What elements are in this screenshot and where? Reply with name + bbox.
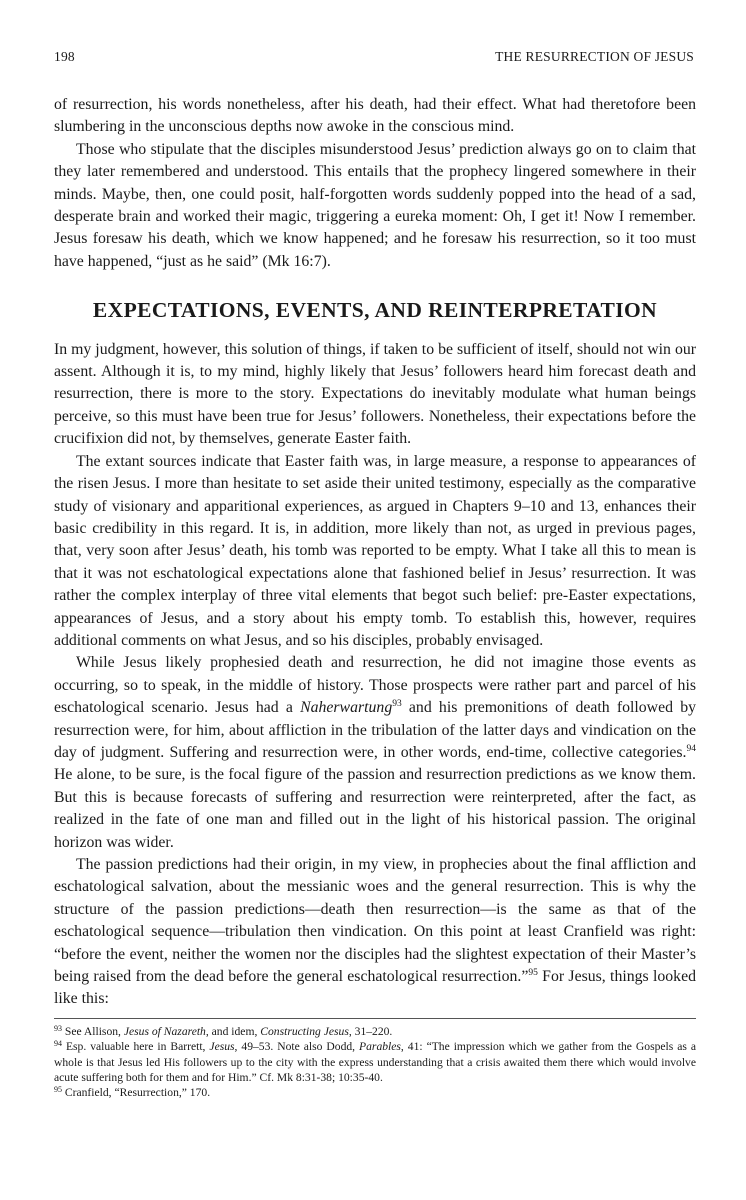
paragraph-6-text-a: The passion predictions had their origin, in my view, in prophecies about the final affliction and eschatological salvation, about the messianic woes and the general resurrection. This is why the structure of the passion predictions—death then resurrection—is the same as that of the eschatological sequence—tribulation then vindication. On this point at least Cranfield was right: “before the event, neither the women nor the disciples had the slightest expectation of their Master’s being raised from the dead before the general eschatological resurrection.”	[54, 856, 696, 986]
paragraph-6-text-b: For Jesus, things looked like this:	[54, 968, 696, 1008]
footnote-93	[54, 1024, 696, 1039]
running-head	[54, 49, 694, 65]
footnote-number: 94	[54, 1039, 62, 1049]
paragraph-5-text-c: and his premonitions of death followed by resurrection were, for him, about affliction in the tribulation of the latter days and vindication on the day of judgment. Suffering and resurrection were, in other words, end-time, collective categories.	[54, 699, 696, 761]
paragraph-3: In my judgment, however, this solution of things, if taken to be sufficient of itself, should not win our assent. Although it is, to my mind, highly likely that Jesus’ followers heard him forecast death and resurrection, there is more to the story. Expectations do inevitably modulate what human beings perceive, so this must have been true for Jesus’ followers. Nonetheless, their expectations before the crucifixion did not, by themselves, generate Easter faith.	[54, 340, 696, 448]
footnote-ref-95[interactable]: 95	[528, 968, 538, 979]
footnote-text: , 41: “The impression which we gather from the Gospels as a whole is that Jesus led His followers up to the city with the express understanding that a crisis awaited them there which would involve acute suffering both for them and for Him.” Cf. Mk 8:31-38; 10:35-40.	[54, 1040, 696, 1084]
naherwartung-term: Naherwartung	[300, 699, 393, 717]
paragraph-4: The extant sources indicate that Easter faith was, in large measure, a response to appearances of the risen Jesus. I more than hesitate to set aside their united testimony, especially as the comparative study of visionary and apparitional experiences, as argued in Chapters 9–10 and 13, enhances their basic credibility in this regard. It is, in addition, more likely than not, as urged in previous pages, that, very soon after Jesus’ death, his tomb was reported to be empty. What I take all this to mean is that it was not eschatological expectations alone that fashioned belief in Jesus’ resurrection. It was rather the complex interplay of three vital elements that begot such belief: pre-Easter expectations, appearances of Jesus, and a story about his empty tomb. To establish this, however, requires additional comments on what Jesus, and so his disciples, probably envisaged.	[54, 452, 696, 649]
footnote-text: , 49–53. Note also Dodd,	[234, 1040, 360, 1054]
section-heading: EXPECTATIONS, EVENTS, AND REINTERPRETATION	[92, 298, 658, 323]
footnote-divider	[54, 1018, 696, 1019]
footnote-ref-93[interactable]: 93	[392, 699, 402, 710]
paragraph-1: of resurrection, his words nonetheless, after his death, had their effect. What had theretofore been slumbering in the unconscious depths now awoke in the conscious mind.	[54, 96, 696, 136]
footnote-text: , 31–220.	[348, 1025, 393, 1038]
footnote-text: Cranfield, “Resurrection,” 170.	[62, 1086, 211, 1100]
footnote-94	[54, 1039, 696, 1085]
book-title: Jesus	[209, 1040, 235, 1054]
paragraph-5-text-d: He alone, to be sure, is the focal figure of the passion and resurrection predictions as we know them. But this is because forecasts of suffering and resurrection were reinterpreted, after the fact, as realized in the fate of one man and filled out in the light of his historical passion. The original horizon was wider.	[54, 766, 696, 851]
paragraph-5-text-a: While Jesus likely prophesied death and resurrection, he did not imagine those events as occurring, so to speak, in the middle of history. Those prospects were rather part and parcel of his eschatological scenario. Jesus had a	[54, 654, 696, 717]
footnote-text: , and idem,	[205, 1025, 261, 1038]
footnote-text: Esp. valuable here in Barrett,	[62, 1040, 210, 1054]
footnote-text: See Allison,	[62, 1025, 124, 1038]
footnote-95	[54, 1085, 696, 1100]
book-title: Jesus of Nazareth	[123, 1025, 206, 1038]
book-title: Constructing Jesus	[260, 1025, 349, 1038]
paragraph-6	[54, 854, 696, 1011]
paragraph-2: Those who stipulate that the disciples misunderstood Jesus’ prediction always go on to claim that they later remembered and understood. This entails that the prophecy lingered somewhere in their minds. Maybe, then, one could posit, half-forgotten words suddenly popped into the head of a sad, desperate brain and worked their magic, triggering a eureka moment: Oh, I get it! Now I remember. Jesus foresaw his death, which we know happened; and he foresaw his resurrection, so it too must have happened, “just as he said” (Mk 16:7).	[54, 140, 696, 270]
footnote-ref-94[interactable]: 94	[686, 743, 696, 754]
body-text	[54, 94, 696, 1011]
footnotes	[54, 1024, 696, 1100]
running-title: THE RESURRECTION OF JESUS	[495, 49, 694, 64]
paragraph-5	[54, 652, 696, 854]
book-title: Parables	[359, 1040, 401, 1054]
page-number: 198	[54, 49, 75, 64]
footnote-number: 93	[54, 1024, 62, 1033]
footnote-number: 95	[54, 1085, 62, 1095]
